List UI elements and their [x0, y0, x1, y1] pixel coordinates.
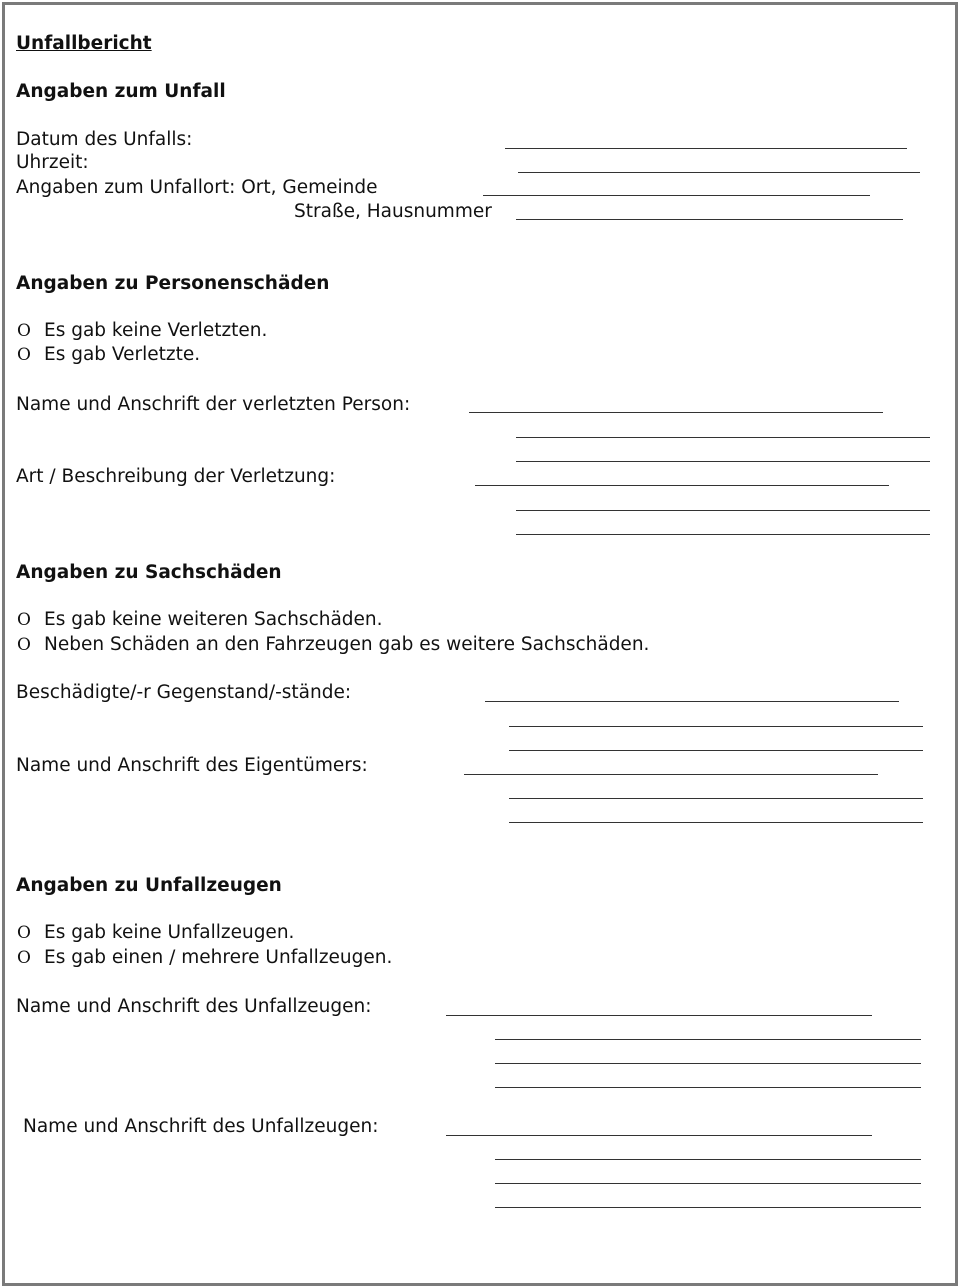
- fill-in-line[interactable]: [475, 485, 889, 486]
- eigentuemer-label: Name und Anschrift des Eigentümers:: [16, 755, 368, 776]
- radio-circle-icon[interactable]: O: [17, 948, 31, 968]
- fill-in-line[interactable]: [509, 726, 923, 727]
- fill-in-line[interactable]: [516, 437, 930, 438]
- fill-in-line[interactable]: [516, 534, 930, 535]
- fill-in-line[interactable]: [516, 461, 930, 462]
- unfallort-label: Angaben zum Unfallort: Ort, Gemeinde: [16, 177, 378, 198]
- radio-circle-icon[interactable]: O: [17, 923, 31, 943]
- fill-in-line[interactable]: [495, 1039, 921, 1040]
- option-weitere-sachschaeden: Neben Schäden an den Fahrzeugen gab es weitere Sachschäden.: [44, 634, 650, 655]
- fill-in-line[interactable]: [505, 148, 907, 149]
- section-heading-sach: Angaben zu Sachschäden: [16, 562, 282, 583]
- datum-label: Datum des Unfalls:: [16, 129, 193, 150]
- section-heading-unfall: Angaben zum Unfall: [16, 81, 226, 102]
- section-heading-personen: Angaben zu Personenschäden: [16, 273, 330, 294]
- document-title: Unfallbericht: [16, 33, 152, 54]
- fill-in-line[interactable]: [446, 1135, 872, 1136]
- fill-in-line[interactable]: [446, 1015, 872, 1016]
- fill-in-line[interactable]: [509, 798, 923, 799]
- option-keine-sachschaeden: Es gab keine weiteren Sachschäden.: [44, 609, 383, 630]
- verletzung-label: Art / Beschreibung der Verletzung:: [16, 466, 336, 487]
- zeuge1-label: Name und Anschrift des Unfallzeugen:: [16, 996, 372, 1017]
- fill-in-line[interactable]: [495, 1063, 921, 1064]
- uhrzeit-label: Uhrzeit:: [16, 152, 89, 173]
- fill-in-line[interactable]: [464, 774, 878, 775]
- fill-in-line[interactable]: [495, 1183, 921, 1184]
- option-keine-verletzten: Es gab keine Verletzten.: [44, 320, 268, 341]
- verletzte-person-label: Name und Anschrift der verletzten Person:: [16, 394, 411, 415]
- radio-circle-icon[interactable]: O: [17, 321, 31, 341]
- radio-circle-icon[interactable]: O: [17, 345, 31, 365]
- fill-in-line[interactable]: [469, 412, 883, 413]
- option-mehrere-zeugen: Es gab einen / mehrere Unfallzeugen.: [44, 947, 393, 968]
- fill-in-line[interactable]: [485, 701, 899, 702]
- option-verletzte: Es gab Verletzte.: [44, 344, 201, 365]
- fill-in-line[interactable]: [483, 195, 870, 196]
- radio-circle-icon[interactable]: O: [17, 635, 31, 655]
- fill-in-line[interactable]: [516, 510, 930, 511]
- strasse-label: Straße, Hausnummer: [294, 201, 492, 222]
- fill-in-line[interactable]: [509, 750, 923, 751]
- section-heading-zeugen: Angaben zu Unfallzeugen: [16, 875, 282, 896]
- fill-in-line[interactable]: [516, 219, 903, 220]
- radio-circle-icon[interactable]: O: [17, 610, 31, 630]
- zeuge2-label: Name und Anschrift des Unfallzeugen:: [23, 1116, 379, 1137]
- fill-in-line[interactable]: [518, 172, 920, 173]
- gegenstand-label: Beschädigte/-r Gegenstand/-stände:: [16, 682, 352, 703]
- fill-in-line[interactable]: [509, 822, 923, 823]
- fill-in-line[interactable]: [495, 1207, 921, 1208]
- fill-in-line[interactable]: [495, 1159, 921, 1160]
- option-keine-zeugen: Es gab keine Unfallzeugen.: [44, 922, 295, 943]
- fill-in-line[interactable]: [495, 1087, 921, 1088]
